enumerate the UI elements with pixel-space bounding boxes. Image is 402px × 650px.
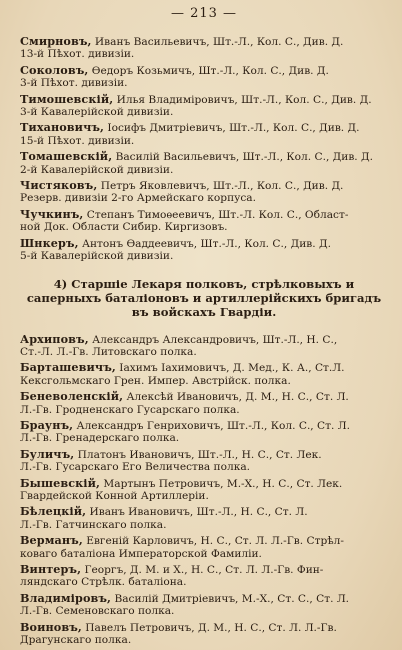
list-item (20, 419, 388, 445)
entry-cont: 3-й Пѣхот. дивизіи. (20, 77, 128, 90)
entry-name: Архиповъ, (20, 331, 89, 346)
entry-name: Чучкинъ, (20, 206, 84, 221)
entry-details: Степанъ Тимоѳеевичъ, Шт.-Л. Кол. С., Област- (86, 208, 349, 221)
entry-cont: ной Док. Области Сибир. Киргизовъ. (20, 221, 228, 234)
entry-cont: Л.-Гв. Гусарскаго Его Величества полка. (20, 461, 251, 474)
entry-cont: Л.-Гв. Гродненскаго Гусарскаго полка. (20, 403, 240, 416)
entry-details: Петръ Яковлевичъ, Шт.-Л., Кол. С., Див. Д. (100, 180, 344, 193)
entry-cont: Л.-Гв. Гренадерскаго полка. (20, 432, 180, 445)
entry-name: Браунъ, (20, 417, 74, 432)
entries-top (20, 35, 388, 263)
entry-name: Винтеръ, (20, 562, 82, 576)
entry-details: Илья Владиміровичъ, Шт.-Л., Кол. С., Див. Д. (116, 93, 372, 106)
entry-details: Мартынъ Петровичъ, М.-Х., Н. С., Ст. Лек. (103, 477, 343, 490)
list-item (20, 35, 388, 61)
list-item (20, 179, 388, 205)
entry-details: Антонъ Ѳаддеевичъ, Шт.-Л., Кол. С., Див. Д. (81, 237, 331, 250)
entry-details: Иванъ Васильевичъ, Шт.-Л., Кол. С., Див. Д. (94, 36, 344, 48)
entry-details: Александръ Генриховичъ, Шт.-Л., Кол. С., Ст. Л. (76, 419, 350, 432)
entry-cont: Ст.-Л. Л.-Гв. Литовскаго полка. (20, 345, 197, 358)
entry-cont: Л.-Гв. Гатчинскаго полка. (20, 518, 167, 531)
list-item (20, 333, 388, 359)
entry-details: Иванъ Ивановичъ, Шт.-Л., Н. С., Ст. Л. (89, 506, 308, 519)
entry-name: Смирновъ, (20, 34, 92, 48)
entry-name: Беневоленскій, (20, 389, 124, 404)
list-item (20, 534, 388, 560)
entry-cont: 15-й Пѣхот. дивизіи. (20, 134, 135, 147)
list-item (20, 208, 388, 234)
entry-details: Павелъ Петровичъ, Д. М., Н. С., Ст. Л. Л.-Гв. (85, 621, 337, 634)
entry-name: Бѣлецкій, (20, 504, 87, 519)
entry-name: Соколовъ, (20, 62, 89, 77)
entry-cont: Л.-Гв. Семеновскаго полка. (20, 605, 175, 618)
entry-details: Ѳедоръ Козьмичъ, Шт.-Л., Кол. С., Див. Д. (91, 64, 329, 77)
entry-details: Іосифъ Дмитріевичъ, Шт.-Л., Кол. С., Див. Д. (107, 122, 360, 135)
entry-name: Барташевичъ, (20, 360, 116, 375)
entry-cont: 5-й Кавалерійской дивизіи. (20, 250, 174, 263)
list-item (20, 237, 388, 263)
entry-name: Бышевскій, (20, 475, 101, 490)
entry-name: Тимошевскій, (20, 91, 114, 106)
entry-details: Александръ Александровичъ, Шт.-Л., Н. С., (92, 333, 338, 346)
list-item (20, 390, 388, 416)
entry-details: Іахимъ Іахимовичъ, Д. Мед., К. А., Ст.Л. (119, 362, 345, 375)
list-item (20, 621, 388, 647)
entry-cont: 3-й Кавалерійской дивизіи. (20, 106, 174, 119)
list-item (20, 448, 388, 474)
list-item (20, 563, 388, 589)
page-number: — 213 — (170, 6, 238, 21)
entry-details: Алексѣй Ивановичъ, Д. М., Н. С., Ст. Л. (126, 391, 349, 404)
entry-details: Василій Дмитріевичъ, М.-Х., Ст. С., Ст. Л. (114, 592, 350, 605)
list-item (20, 477, 388, 503)
entry-name: Верманъ, (20, 533, 83, 548)
entry-details: Евгеній Карловичъ, Н. С., Ст. Л. Л.-Гв. Стрѣл- (86, 535, 344, 548)
entry-name: Чистяковъ, (20, 178, 98, 193)
entry-name: Воиновъ, (20, 619, 82, 634)
entry-details: Георгъ, Д. М. и Х., Н. С., Ст. Л. Л.-Гв. Фин- (84, 564, 324, 576)
entry-cont: Гвардейской Конной Артиллеріи. (20, 489, 209, 502)
entry-cont: 13-й Пѣхот. дивизіи. (20, 48, 135, 61)
entry-name: Шнкеръ, (20, 235, 79, 250)
entry-details: Платонъ Ивановичъ, Шт.-Л., Н. С., Ст. Лек. (77, 448, 322, 461)
entry-name: Буличъ, (20, 446, 75, 461)
entry-cont: Резерв. дивизіи 2-го Армейскаго корпуса. (20, 192, 256, 205)
list-item (20, 121, 388, 147)
entry-cont: ляндскаго Стрѣлк. баталіона. (20, 576, 187, 589)
entry-cont: 2-й Кавалерійской дивизіи. (20, 163, 174, 176)
list-item (20, 150, 388, 176)
list-item (20, 361, 388, 387)
list-item (20, 64, 388, 90)
list-item (20, 93, 388, 119)
entry-details: Василій Васильевичъ, Шт.-Л., Кол. С., Див. Д. (115, 151, 374, 164)
entry-name: Томашевскій, (20, 149, 113, 164)
entry-name: Тихановичъ, (20, 120, 105, 135)
entries-bottom (20, 333, 388, 647)
entry-cont: Драгунскаго полка. (20, 634, 132, 647)
entry-cont: Кексгольмскаго Грен. Импер. Австрійск. полка. (20, 374, 291, 387)
entry-name: Владиміровъ, (20, 590, 112, 605)
section-title: 4) Старшіе Лекаря полковъ, стрѣлковыхъ и саперныхъ баталіоновъ и артиллерійскихъ бригадъ въ войскахъ Гвардіи. (26, 276, 382, 319)
list-item (20, 505, 388, 531)
entry-cont: коваго баталіона Императорской Фамиліи. (20, 547, 262, 560)
list-item (20, 592, 388, 618)
